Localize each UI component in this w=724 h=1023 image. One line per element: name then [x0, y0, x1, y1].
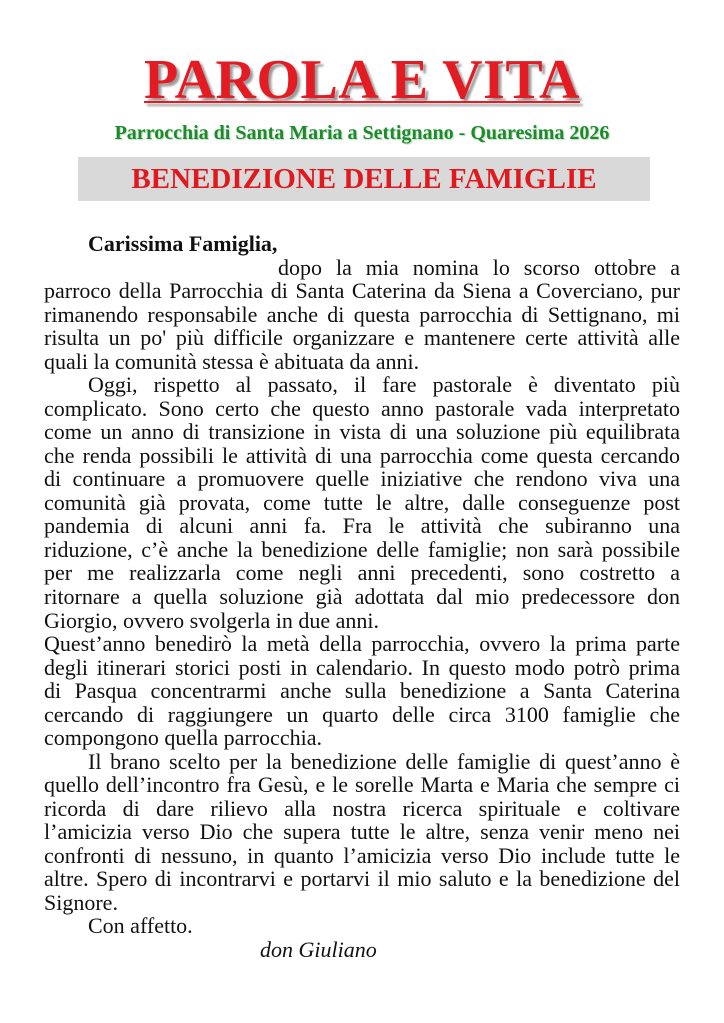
text-line: Signore.	[44, 889, 118, 915]
paragraph-2	[44, 373, 680, 632]
text-line: quali la comunità stessa è abituata da anni.	[44, 348, 420, 374]
text-line: altre. Spero di incontrarvi e portarvi il mio saluto e la benedizione del	[44, 866, 680, 892]
text-line: Oggi, rispetto al passato, il fare pastorale è diventato più	[88, 372, 680, 398]
text-line: comunità già provata, come tutte le altre, dalle conseguenze post	[44, 489, 680, 515]
text-line: Giorgio, ovvero svolgerla in due anni.	[44, 607, 380, 633]
section-banner	[78, 157, 650, 201]
text-line: parroco della Parrocchia di Santa Caterina da Siena a Coverciano, pur	[44, 278, 680, 304]
text-line: che renda possibili le attività di una parrocchia come questa cercando	[44, 442, 680, 468]
text-line: per me realizzarla come negli anni precedenti, sono costretto a	[44, 560, 680, 586]
text-line: compongono quella parrocchia.	[44, 725, 322, 751]
signature: don Giuliano	[260, 936, 377, 962]
paragraph-1	[44, 256, 680, 374]
text-line: confronti di nessuno, in quanto l’amicizia verso Dio include tutte le	[44, 842, 680, 868]
text-line: degli itinerari storici posti in calendario. In questo modo potrò prima	[44, 654, 680, 680]
text-line: Quest’anno benedirò la metà della parrocchia, ovvero la prima parte	[44, 631, 680, 657]
page-title: PAROLA E VITA	[144, 49, 580, 111]
text-line: di Pasqua concentrarmi anche sulla benedizione a Santa Caterina	[44, 678, 680, 704]
banner-heading: BENEDIZIONE DELLE FAMIGLIE	[131, 163, 597, 195]
text-line: ritornare a quella soluzione già adottata dal mio predecessore don	[44, 583, 680, 609]
paragraph-3	[44, 632, 680, 750]
page-subtitle: Parrocchia di Santa Maria a Settignano - Quaresima 2026	[114, 122, 610, 144]
text-line: dopo la mia nomina lo scorso ottobre a	[278, 254, 680, 280]
text-line: ricorda di dare rilievo alla nostra ricerca spirituale e coltivare	[44, 795, 680, 821]
text-line: quello dell’incontro fra Gesù, e le sorelle Marta e Maria che sempre ci	[44, 772, 680, 798]
text-line: risulta un po' più difficile organizzare e mantenere certe attività alle	[44, 325, 680, 351]
text-line: come un anno di transizione in vista di una soluzione più equilibrata	[44, 419, 680, 445]
salutation: Carissima Famiglia,	[88, 231, 278, 256]
text-line: pandemia di alcuni anni fa. Fra le attività che subiranno una	[44, 513, 680, 539]
paragraph-4	[44, 750, 680, 915]
text-line: rimanendo responsabile anche di questa parrocchia di Settignano, mi	[44, 301, 680, 327]
closing: Con affetto.	[88, 913, 193, 939]
text-line: di continuare a promuovere quelle iniziative che rendono viva una	[44, 466, 680, 492]
text-line: complicato. Sono certo che questo anno pastorale vada interpretato	[44, 395, 680, 421]
text-line: cercando di raggiungere un quarto delle circa 3100 famiglie che	[44, 701, 680, 727]
text-line: riduzione, c’è anche la benedizione delle famiglie; non sarà possibile	[44, 536, 680, 562]
text-line: Il brano scelto per la benedizione delle famiglie di quest’anno è	[88, 748, 680, 774]
letter-body	[44, 232, 680, 961]
text-line: l’amicizia verso Dio che supera tutte le altre, senza venir meno nei	[44, 819, 680, 845]
